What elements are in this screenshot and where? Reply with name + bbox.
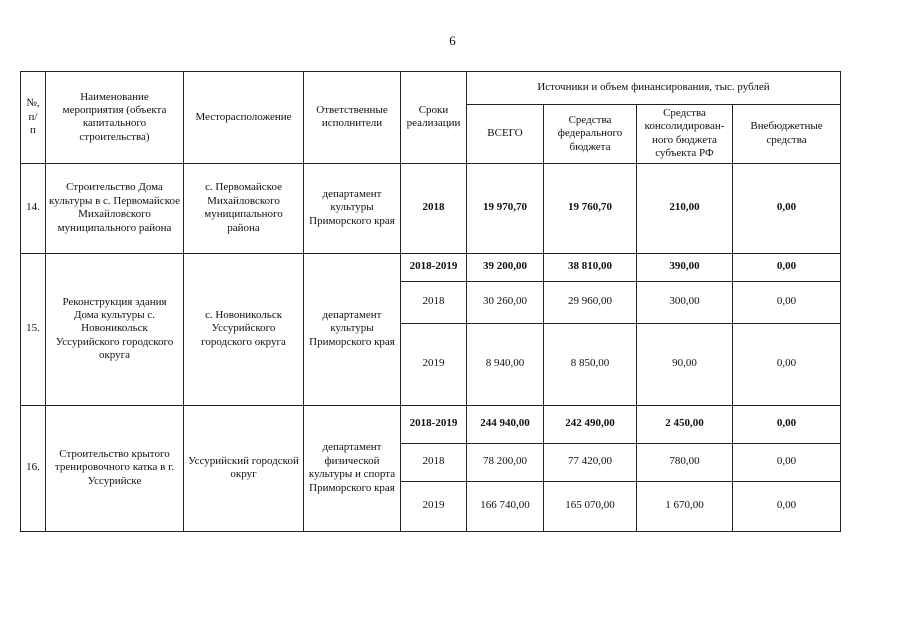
row-location: Уссурийский городской округ	[184, 405, 304, 531]
cell-offbudget: 0,00	[733, 323, 841, 405]
header-total: ВСЕГО	[467, 105, 544, 164]
row-name: Реконструкция здания Дома культуры с. Новоникольск Уссурийского городского округа	[46, 253, 184, 405]
cell-total: 166 740,00	[467, 481, 544, 531]
cell-total: 19 970,70	[467, 163, 544, 253]
header-name: Наименование мероприятия (объекта капитального строительства)	[46, 72, 184, 164]
cell-term: 2018	[401, 281, 467, 323]
cell-regional: 390,00	[637, 253, 733, 281]
cell-term: 2018	[401, 163, 467, 253]
cell-regional: 90,00	[637, 323, 733, 405]
cell-regional: 300,00	[637, 281, 733, 323]
header-regional: Средства консолидирован-ного бюджета субъекта РФ	[637, 105, 733, 164]
cell-regional: 2 450,00	[637, 405, 733, 443]
header-location: Месторасположение	[184, 72, 304, 164]
cell-term: 2018	[401, 443, 467, 481]
row-num: 15.	[21, 253, 46, 405]
table-row-14	[21, 163, 841, 253]
cell-total: 30 260,00	[467, 281, 544, 323]
row-name: Строительство крытого тренировочного катка в г. Уссурийске	[46, 405, 184, 531]
header-sources: Источники и объем финансирования, тыс. рублей	[467, 72, 841, 105]
table-row-15a	[21, 253, 841, 281]
header-row-1	[21, 72, 841, 105]
cell-offbudget: 0,00	[733, 443, 841, 481]
table-row-16a	[21, 405, 841, 443]
row-executor: департамент культуры Приморского края	[304, 163, 401, 253]
header-executors: Ответственные исполнители	[304, 72, 401, 164]
cell-offbudget: 0,00	[733, 481, 841, 531]
cell-federal: 77 420,00	[544, 443, 637, 481]
cell-term: 2018-2019	[401, 405, 467, 443]
row-num: 14.	[21, 163, 46, 253]
cell-regional: 1 670,00	[637, 481, 733, 531]
cell-offbudget: 0,00	[733, 281, 841, 323]
cell-federal: 38 810,00	[544, 253, 637, 281]
cell-total: 78 200,00	[467, 443, 544, 481]
cell-regional: 780,00	[637, 443, 733, 481]
page-number: 6	[449, 33, 456, 48]
cell-term: 2019	[401, 323, 467, 405]
cell-federal: 8 850,00	[544, 323, 637, 405]
cell-offbudget: 0,00	[733, 405, 841, 443]
cell-offbudget: 0,00	[733, 163, 841, 253]
cell-federal: 242 490,00	[544, 405, 637, 443]
cell-total: 39 200,00	[467, 253, 544, 281]
header-terms: Сроки реализации	[401, 72, 467, 164]
row-location: с. Первомайское Михайловского муниципального района	[184, 163, 304, 253]
cell-offbudget: 0,00	[733, 253, 841, 281]
cell-regional: 210,00	[637, 163, 733, 253]
header-offbudget: Внебюджетные средства	[733, 105, 841, 164]
cell-federal: 19 760,70	[544, 163, 637, 253]
row-location: с. Новоникольск Уссурийского городского округа	[184, 253, 304, 405]
row-executor: департамент культуры Приморского края	[304, 253, 401, 405]
cell-term: 2018-2019	[401, 253, 467, 281]
row-name: Строительство Дома культуры в с. Первомайское Михайловского муниципального района	[46, 163, 184, 253]
cell-federal: 165 070,00	[544, 481, 637, 531]
header-num: №, п/ п	[21, 72, 46, 164]
cell-total: 244 940,00	[467, 405, 544, 443]
cell-federal: 29 960,00	[544, 281, 637, 323]
financing-table	[20, 71, 841, 532]
row-num: 16.	[21, 405, 46, 531]
header-federal: Средства федерального бюджета	[544, 105, 637, 164]
row-executor: департамент физической культуры и спорта Приморского края	[304, 405, 401, 531]
cell-total: 8 940,00	[467, 323, 544, 405]
cell-term: 2019	[401, 481, 467, 531]
